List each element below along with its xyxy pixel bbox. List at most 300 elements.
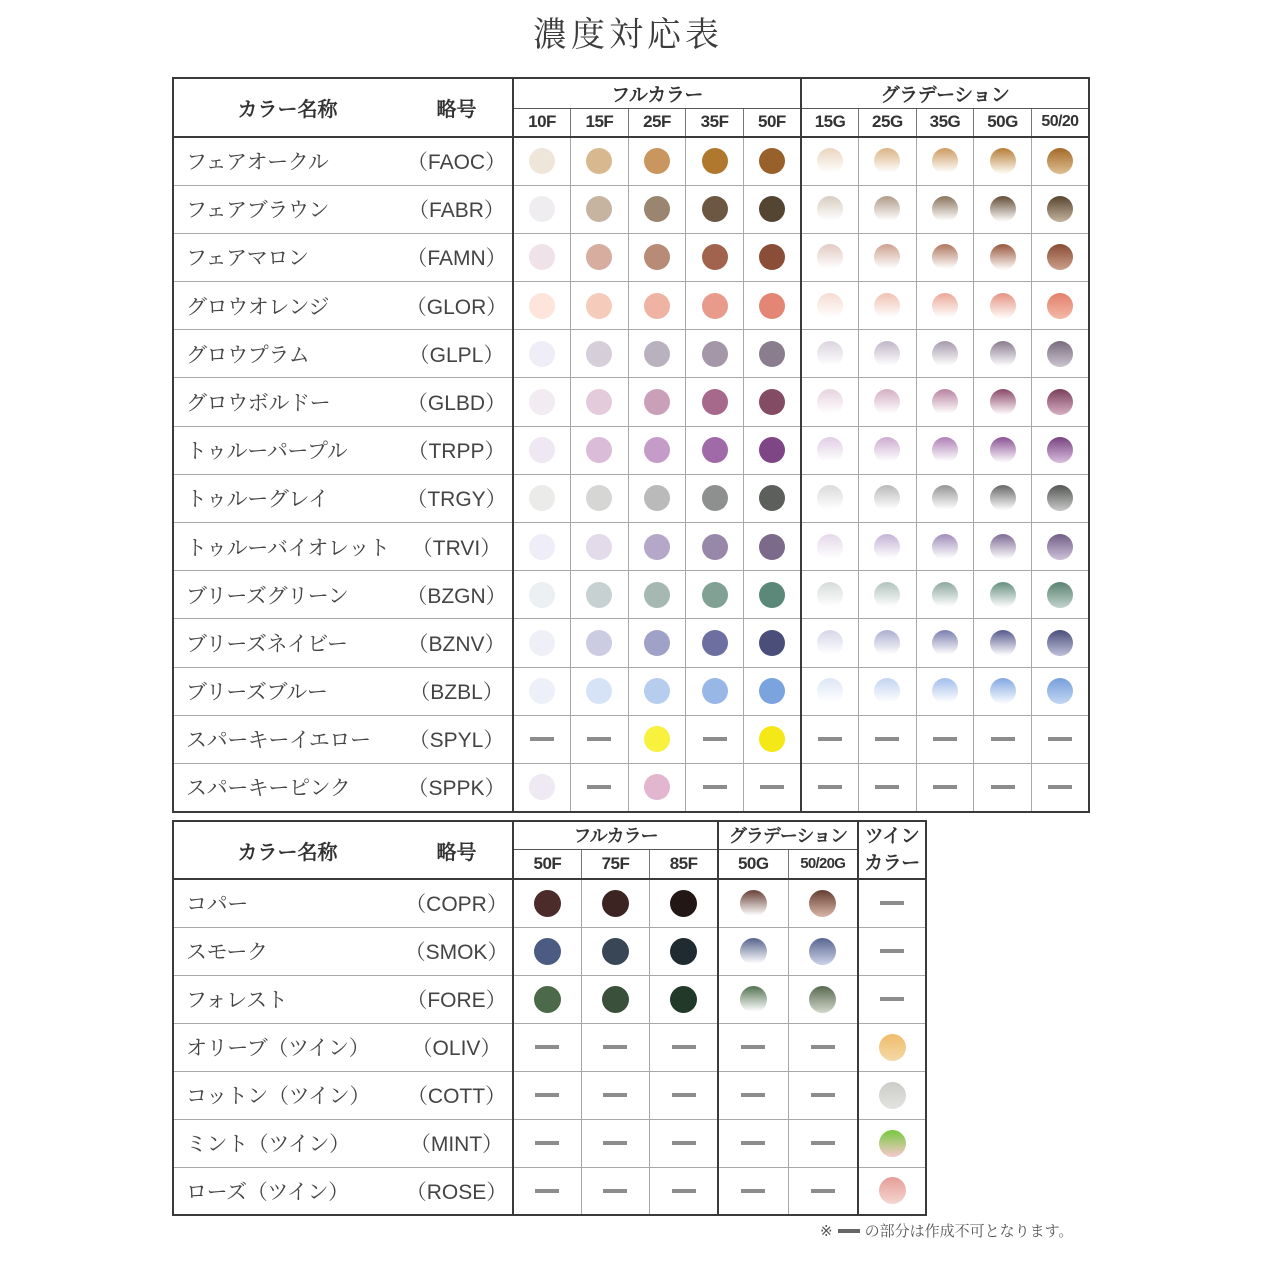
swatch-cell: [801, 523, 859, 571]
density-column-header: 50/20: [1031, 108, 1089, 137]
full-color-swatch: [586, 534, 612, 560]
swatch-cell: [718, 1119, 788, 1167]
full-color-swatch: [759, 534, 785, 560]
unavailable-dash: [703, 785, 727, 789]
swatch-cell: [571, 619, 629, 667]
unavailable-dash: [818, 785, 842, 789]
density-column-header: 35G: [916, 108, 974, 137]
swatch-cell: [1031, 282, 1089, 330]
full-color-swatch: [644, 678, 670, 704]
swatch-cell: [1031, 330, 1089, 378]
unavailable-dash: [991, 785, 1015, 789]
swatch-cell: [513, 474, 571, 522]
swatch-cell: [628, 474, 686, 522]
full-color-swatch: [702, 244, 728, 270]
density-column-header: 15G: [801, 108, 859, 137]
density-column-header: 25F: [628, 108, 686, 137]
full-color-swatch: [529, 437, 555, 463]
gradation-swatch: [817, 389, 843, 415]
swatch-cell: [513, 185, 571, 233]
unavailable-dash: [587, 737, 611, 741]
color-name: オリーブ（ツイン）: [173, 1023, 401, 1071]
swatch-cell: [1031, 426, 1089, 474]
swatch-cell: [571, 763, 629, 811]
swatch-cell: [718, 927, 788, 975]
color-name: ブリーズネイビー: [173, 619, 401, 667]
unavailable-dash: [530, 737, 554, 741]
swatch-cell: [859, 619, 917, 667]
swatch-cell: [581, 975, 649, 1023]
swatch-cell: [686, 378, 744, 426]
swatch-cell: [686, 137, 744, 185]
code-header: 略号: [401, 78, 513, 137]
swatch-cell: [686, 571, 744, 619]
swatch-cell: [628, 185, 686, 233]
swatch-cell: [788, 1119, 858, 1167]
full-color-swatch: [702, 582, 728, 608]
unavailable-dash: [991, 737, 1015, 741]
swatch-cell: [916, 474, 974, 522]
swatch-cell: [513, 715, 571, 763]
swatch-cell: [718, 1167, 788, 1215]
gradation-swatch: [874, 534, 900, 560]
full-color-swatch: [702, 534, 728, 560]
unavailable-dash: [741, 1045, 765, 1049]
swatch-cell: [743, 185, 801, 233]
swatch-cell: [859, 137, 917, 185]
swatch-cell: [1031, 378, 1089, 426]
full-color-swatch: [586, 485, 612, 511]
full-color-swatch: [670, 938, 697, 965]
gradation-swatch: [932, 341, 958, 367]
swatch-cell: [718, 1071, 788, 1119]
swatch-cell: [1031, 233, 1089, 281]
unavailable-dash: [741, 1141, 765, 1145]
swatch-cell: [859, 667, 917, 715]
full-color-swatch: [644, 293, 670, 319]
full-color-swatch: [534, 986, 561, 1013]
swatch-cell: [686, 474, 744, 522]
full-color-swatch: [644, 485, 670, 511]
gradation-swatch: [1047, 534, 1073, 560]
full-color-swatch: [759, 485, 785, 511]
color-row: [173, 233, 1089, 281]
swatch-cell: [628, 282, 686, 330]
twin-color-swatch: [879, 1177, 906, 1204]
twin-color-header-line1: ツイン: [864, 826, 920, 847]
swatch-cell: [628, 715, 686, 763]
full-color-swatch: [759, 293, 785, 319]
unavailable-dash-legend: [838, 1229, 860, 1233]
swatch-cell: [686, 426, 744, 474]
swatch-cell: [859, 474, 917, 522]
swatch-cell: [743, 233, 801, 281]
swatch-cell: [974, 426, 1032, 474]
swatch-cell: [788, 879, 858, 927]
full-color-swatch: [529, 774, 555, 800]
density-table-special: [172, 820, 927, 1216]
swatch-cell: [801, 426, 859, 474]
swatch-cell: [650, 1167, 718, 1215]
gradation-group-header: グラデーション: [718, 821, 858, 849]
full-color-swatch: [586, 389, 612, 415]
color-code: （BZBL）: [401, 667, 513, 715]
gradation-swatch: [874, 582, 900, 608]
swatch-cell: [628, 667, 686, 715]
swatch-cell: [513, 879, 581, 927]
swatch-cell: [801, 474, 859, 522]
full-color-swatch: [702, 437, 728, 463]
swatch-cell: [858, 879, 926, 927]
gradation-swatch: [1047, 244, 1073, 270]
gradation-swatch: [990, 437, 1016, 463]
full-color-swatch: [529, 582, 555, 608]
unavailable-dash: [1048, 737, 1072, 741]
gradation-swatch: [990, 485, 1016, 511]
swatch-cell: [628, 523, 686, 571]
color-name: グロウオレンジ: [173, 282, 401, 330]
swatch-cell: [571, 571, 629, 619]
gradation-swatch: [990, 148, 1016, 174]
footnote: [820, 1222, 1073, 1242]
full-color-swatch: [529, 389, 555, 415]
color-code: （GLBD）: [401, 378, 513, 426]
unavailable-dash: [760, 785, 784, 789]
swatch-cell: [628, 233, 686, 281]
swatch-cell: [788, 1167, 858, 1215]
gradation-swatch: [932, 293, 958, 319]
unavailable-dash: [535, 1141, 559, 1145]
full-color-swatch: [586, 293, 612, 319]
swatch-cell: [974, 715, 1032, 763]
density-column-header: 50G: [974, 108, 1032, 137]
unavailable-dash: [875, 737, 899, 741]
swatch-cell: [628, 619, 686, 667]
swatch-cell: [1031, 474, 1089, 522]
full-color-swatch: [759, 582, 785, 608]
swatch-cell: [628, 330, 686, 378]
color-name: スパーキーピンク: [173, 763, 401, 811]
density-column-header: 50F: [513, 849, 581, 879]
gradation-swatch: [990, 582, 1016, 608]
swatch-cell: [974, 282, 1032, 330]
color-row: [173, 975, 926, 1023]
color-name: フェアオークル: [173, 137, 401, 185]
swatch-cell: [1031, 715, 1089, 763]
full-color-swatch: [759, 630, 785, 656]
gradation-swatch: [932, 485, 958, 511]
gradation-swatch: [932, 389, 958, 415]
swatch-cell: [801, 185, 859, 233]
color-name: ローズ（ツイン）: [173, 1167, 401, 1215]
gradation-swatch: [874, 196, 900, 222]
full-color-swatch: [644, 726, 670, 752]
color-row: [173, 378, 1089, 426]
full-color-swatch: [702, 148, 728, 174]
swatch-cell: [859, 763, 917, 811]
swatch-cell: [801, 233, 859, 281]
swatch-cell: [859, 523, 917, 571]
swatch-cell: [916, 137, 974, 185]
swatch-cell: [571, 282, 629, 330]
unavailable-dash: [811, 1093, 835, 1097]
unavailable-dash: [603, 1189, 627, 1193]
swatch-cell: [571, 137, 629, 185]
full-color-swatch: [759, 341, 785, 367]
gradation-swatch: [809, 938, 836, 965]
full-color-swatch: [529, 341, 555, 367]
swatch-cell: [743, 667, 801, 715]
full-color-swatch: [586, 341, 612, 367]
full-color-swatch: [534, 890, 561, 917]
swatch-cell: [916, 667, 974, 715]
color-name: スモーク: [173, 927, 401, 975]
gradation-swatch: [1047, 437, 1073, 463]
color-row: [173, 927, 926, 975]
gradation-swatch: [932, 196, 958, 222]
color-row: [173, 763, 1089, 811]
gradation-swatch: [1047, 582, 1073, 608]
full-color-swatch: [529, 148, 555, 174]
density-column-header: 35F: [686, 108, 744, 137]
unavailable-dash: [603, 1141, 627, 1145]
gradation-swatch: [990, 244, 1016, 270]
full-color-swatch: [644, 196, 670, 222]
color-code: （SPPK）: [401, 763, 513, 811]
unavailable-dash: [672, 1045, 696, 1049]
swatch-cell: [801, 137, 859, 185]
color-code: （COPR）: [401, 879, 513, 927]
swatch-cell: [1031, 185, 1089, 233]
swatch-cell: [571, 330, 629, 378]
full-color-group-header: フルカラー: [513, 821, 718, 849]
swatch-cell: [650, 927, 718, 975]
gradation-swatch: [1047, 485, 1073, 511]
swatch-cell: [974, 523, 1032, 571]
gradation-swatch: [817, 485, 843, 511]
density-column-header: 15F: [571, 108, 629, 137]
swatch-cell: [1031, 763, 1089, 811]
unavailable-dash: [1048, 785, 1072, 789]
swatch-cell: [916, 523, 974, 571]
swatch-cell: [974, 185, 1032, 233]
swatch-cell: [513, 137, 571, 185]
color-name: スパーキーイエロー: [173, 715, 401, 763]
gradation-swatch: [817, 534, 843, 560]
swatch-cell: [916, 763, 974, 811]
swatch-cell: [788, 927, 858, 975]
full-color-swatch: [644, 630, 670, 656]
color-row: [173, 1071, 926, 1119]
unavailable-dash: [535, 1093, 559, 1097]
gradation-swatch: [932, 678, 958, 704]
swatch-cell: [974, 667, 1032, 715]
swatch-cell: [974, 330, 1032, 378]
color-code: （GLOR）: [401, 282, 513, 330]
swatch-cell: [571, 523, 629, 571]
color-code: （BZNV）: [401, 619, 513, 667]
color-code: （SPYL）: [401, 715, 513, 763]
unavailable-dash: [672, 1189, 696, 1193]
twin-color-swatch: [879, 1034, 906, 1061]
color-row: [173, 426, 1089, 474]
swatch-cell: [650, 1023, 718, 1071]
gradation-swatch: [932, 437, 958, 463]
twin-color-header: [858, 821, 926, 879]
swatch-cell: [974, 233, 1032, 281]
gradation-swatch: [817, 630, 843, 656]
swatch-cell: [859, 282, 917, 330]
color-code: （TRVI）: [401, 523, 513, 571]
full-color-swatch: [529, 678, 555, 704]
unavailable-dash: [811, 1141, 835, 1145]
full-color-swatch: [702, 293, 728, 319]
swatch-cell: [743, 137, 801, 185]
swatch-cell: [743, 571, 801, 619]
table-body: [173, 879, 926, 1215]
swatch-cell: [718, 1023, 788, 1071]
swatch-cell: [513, 975, 581, 1023]
full-color-swatch: [529, 534, 555, 560]
full-color-swatch: [759, 196, 785, 222]
swatch-cell: [513, 426, 571, 474]
unavailable-dash: [741, 1093, 765, 1097]
gradation-swatch: [990, 293, 1016, 319]
color-row: [173, 185, 1089, 233]
full-color-swatch: [586, 244, 612, 270]
full-color-swatch: [529, 196, 555, 222]
gradation-group-header: グラデーション: [801, 78, 1089, 108]
code-header: 略号: [401, 821, 513, 879]
color-row: [173, 879, 926, 927]
swatch-cell: [801, 715, 859, 763]
color-code: （MINT）: [401, 1119, 513, 1167]
swatch-cell: [858, 1119, 926, 1167]
full-color-swatch: [759, 148, 785, 174]
swatch-cell: [916, 282, 974, 330]
swatch-cell: [1031, 571, 1089, 619]
swatch-cell: [1031, 523, 1089, 571]
swatch-cell: [916, 571, 974, 619]
swatch-cell: [650, 975, 718, 1023]
twin-color-swatch: [879, 1130, 906, 1157]
swatch-cell: [743, 523, 801, 571]
color-name: トゥルーパープル: [173, 426, 401, 474]
footnote-mark: ※: [820, 1223, 833, 1240]
swatch-cell: [788, 1023, 858, 1071]
swatch-cell: [916, 715, 974, 763]
swatch-cell: [858, 1023, 926, 1071]
gradation-swatch: [817, 582, 843, 608]
gradation-swatch: [817, 437, 843, 463]
gradation-swatch: [740, 890, 767, 917]
full-color-swatch: [759, 244, 785, 270]
twin-color-swatch: [879, 1082, 906, 1109]
swatch-cell: [743, 619, 801, 667]
swatch-cell: [650, 879, 718, 927]
color-name-header: カラー名称: [173, 78, 401, 137]
swatch-cell: [916, 185, 974, 233]
swatch-cell: [513, 1167, 581, 1215]
unavailable-dash: [603, 1093, 627, 1097]
gradation-swatch: [874, 485, 900, 511]
unavailable-dash: [811, 1045, 835, 1049]
full-color-swatch: [529, 485, 555, 511]
full-color-swatch: [702, 485, 728, 511]
color-name: ミント（ツイン）: [173, 1119, 401, 1167]
full-color-swatch: [586, 437, 612, 463]
swatch-cell: [628, 378, 686, 426]
full-color-swatch: [644, 389, 670, 415]
full-color-swatch: [644, 244, 670, 270]
full-color-swatch: [702, 678, 728, 704]
swatch-cell: [743, 378, 801, 426]
swatch-cell: [513, 1023, 581, 1071]
gradation-swatch: [932, 582, 958, 608]
swatch-cell: [686, 715, 744, 763]
full-color-swatch: [586, 678, 612, 704]
full-color-swatch: [644, 148, 670, 174]
full-color-swatch: [759, 437, 785, 463]
swatch-cell: [743, 715, 801, 763]
color-name: グロウボルドー: [173, 378, 401, 426]
swatch-cell: [628, 137, 686, 185]
gradation-swatch: [874, 630, 900, 656]
unavailable-dash: [880, 901, 904, 905]
gradation-swatch: [874, 293, 900, 319]
full-color-swatch: [602, 890, 629, 917]
full-color-swatch: [670, 890, 697, 917]
swatch-cell: [571, 185, 629, 233]
density-column-header: 50G: [718, 849, 788, 879]
full-color-swatch: [702, 630, 728, 656]
swatch-cell: [513, 619, 571, 667]
density-column-header: 25G: [859, 108, 917, 137]
swatch-cell: [916, 619, 974, 667]
full-color-swatch: [602, 986, 629, 1013]
swatch-cell: [686, 619, 744, 667]
swatch-cell: [581, 1071, 649, 1119]
swatch-cell: [718, 879, 788, 927]
full-color-swatch: [534, 938, 561, 965]
page-title: 濃度対応表: [533, 16, 723, 54]
color-code: （OLIV）: [401, 1023, 513, 1071]
swatch-cell: [974, 137, 1032, 185]
color-code: （TRGY）: [401, 474, 513, 522]
swatch-cell: [571, 233, 629, 281]
density-column-header: 50F: [743, 108, 801, 137]
unavailable-dash: [933, 737, 957, 741]
gradation-swatch: [990, 630, 1016, 656]
gradation-swatch: [874, 341, 900, 367]
gradation-swatch: [990, 341, 1016, 367]
color-code: （FABR）: [401, 185, 513, 233]
color-row: [173, 571, 1089, 619]
color-row: [173, 330, 1089, 378]
gradation-swatch: [990, 196, 1016, 222]
color-code: （FORE）: [401, 975, 513, 1023]
swatch-cell: [513, 927, 581, 975]
swatch-cell: [743, 282, 801, 330]
gradation-swatch: [740, 986, 767, 1013]
color-name: トゥルーグレイ: [173, 474, 401, 522]
swatch-cell: [718, 975, 788, 1023]
swatch-cell: [801, 330, 859, 378]
swatch-cell: [859, 330, 917, 378]
gradation-swatch: [817, 148, 843, 174]
gradation-swatch: [1047, 389, 1073, 415]
gradation-swatch: [740, 938, 767, 965]
